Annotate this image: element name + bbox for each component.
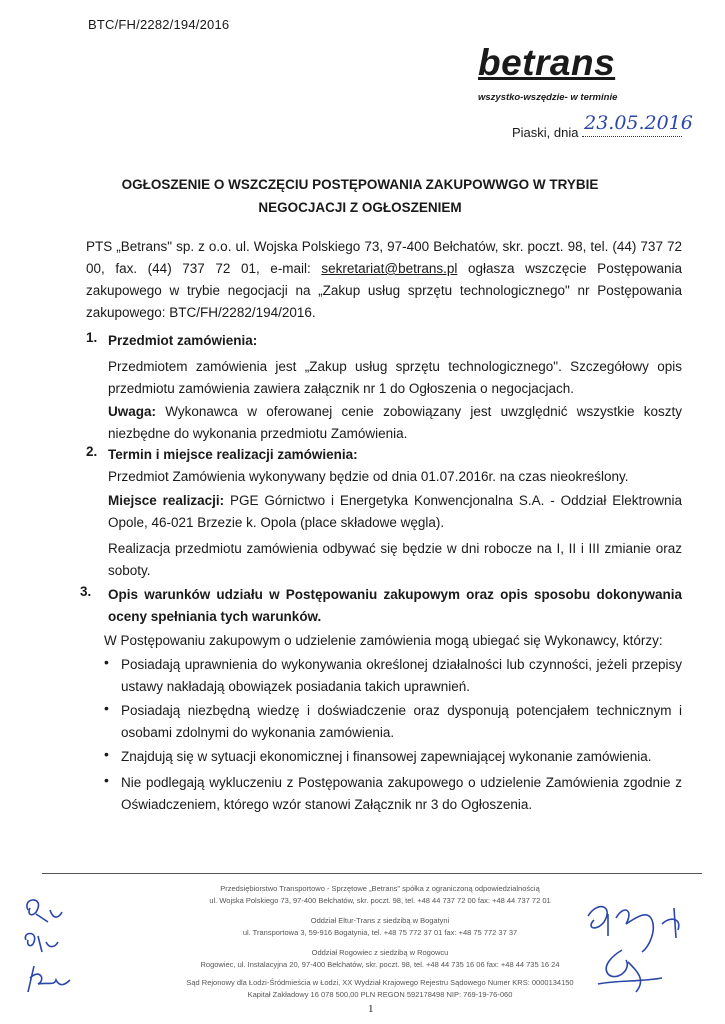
intro-paragraph [86, 236, 682, 324]
condition-item-4: Nie podlegają wykluczeniu z Postępowania zakupowego o udzielenie Zamówienia zgodnie z Oświadczeniem, którego wzór stanowi Załącznik nr 3 do Ogłoszenia. [121, 775, 682, 812]
footer-line-8: Kapitał Zakładowy 16 078 500,00 PLN REGON 592178498 NIP: 769-19-76-060 [247, 990, 513, 999]
section-2-location [108, 490, 682, 534]
note-label: Uwaga: [108, 404, 157, 419]
bullet-dot: • [104, 654, 109, 670]
document-title-line2: NEGOCJACJI Z OGŁOSZENIEM [258, 200, 462, 215]
footer-line-4: ul. Transportowa 3, 59-916 Bogatynia, tel. +48 75 772 37 01 fax: +48 75 772 37 37 [242, 928, 518, 937]
page-number: 1 [368, 1003, 374, 1015]
intro-email: sekretariat@betrans.pl [321, 261, 458, 276]
location-text: PGE Górnictwo i Energetyka Konwencjonalna S.A. - Oddział Elektrownia Opole, 46-021 Brzezie k. Opola (place składowe węgla). [108, 493, 682, 530]
footer-line-6: Rogowiec, ul. Instalacyjna 20, 97-400 Bełchatów, skr. poczt. 98, tel. +48 44 735 16 06 fax: +48 44 735 16 24 [200, 960, 560, 969]
footer-line-2: ul. Wojska Polskiego 73, 97-400 Bełchatów, skr. poczt. 98, tel. +48 44 737 72 00 fax: +48 44 737 72 01 [209, 896, 551, 905]
company-tagline: wszystko-wszędzie- w terminie [478, 92, 618, 103]
bullet-dot: • [104, 746, 109, 762]
company-logo: betrans [478, 42, 616, 83]
intro-text-a: PTS „Betrans" sp. z o.o. ul. Wojska Polskiego 73, 97-400 Bełchatów, skr. poczt. 98, tel. (44) 737 72 00, fax. (44) 737 72 01, e-mail: [86, 239, 682, 276]
date-field [582, 112, 693, 137]
section-2-number: 2. [86, 444, 98, 459]
section-3-paragraph: W Postępowaniu zakupowym o udzielenie zamówienia mogą ubiegać się Wykonawcy, którzy: [104, 633, 663, 648]
document-title-line1: OGŁOSZENIE O WSZCZĘCIU POSTĘPOWANIA ZAKUPOWWGO W TRYBIE [121, 177, 599, 192]
handwritten-initials-left [20, 896, 90, 1006]
location-label: Miejsce realizacji: [108, 493, 225, 508]
footer-line-1: Przedsiębiorstwo Transportowo - Sprzętowe „Betrans" spółka z ograniczoną odpowiedzialnością [220, 884, 540, 893]
section-1-title: Przedmiot zamówienia: [108, 333, 258, 348]
section-3-number: 3. [80, 584, 92, 599]
condition-item-3: Znajdują się w sytuacji ekonomicznej i finansowej zapewniającej wykonanie zamówienia. [121, 749, 652, 764]
handwritten-signature-right [578, 896, 708, 1006]
note-text: Wykonawca w oferowanej cenie zobowiązany jest uwzględnić wszystkie koszty niezbędne do wykonania przedmiotu Zamówienia. [108, 404, 682, 441]
bullet-dot: • [104, 700, 109, 716]
section-1-paragraph: Przedmiotem zamówienia jest „Zakup usług sprzętu technologicznego". Szczegółowy opis przedmiotu zamówienia zawiera załącznik nr 1 do Ogłoszenia o negocjacjach. [108, 359, 682, 396]
section-3-title: Opis warunków udziału w Postępowaniu zakupowym oraz opis sposobu dokonywania oceny spełniania tych warunków. [108, 587, 682, 624]
handwritten-date: 23.05.2016 [584, 112, 693, 134]
intro-text-b: ogłasza wszczęcie Postępowania zakupowego w trybie negocjacji na „Zakup usług sprzętu technologicznego" nr Postępowania zakupowego: BTC/FH/2282/194/2016. [86, 261, 682, 320]
section-2-title: Termin i miejsce realizacji zamówienia: [108, 447, 358, 462]
place-date [512, 112, 693, 140]
footer-line-7: Sąd Rejonowy dla Łodzi-Śródmieścia w Łodzi, XX Wydział Krajowego Rejestru Sądowego Numer KRS: 0000134150 [186, 978, 574, 987]
footer-line-5: Oddział Rogowiec z siedzibą w Rogowcu [311, 948, 449, 957]
footer-line-3: Oddział Eltur-Trans z siedzibą w Bogatyni [310, 916, 450, 925]
bullet-dot: • [104, 772, 109, 788]
condition-item-2: Posiadają niezbędną wiedzę i doświadczenie oraz dysponują potencjałem technicznym i osobami zdolnymi do wykonania zamówienia. [121, 703, 682, 740]
place-label: Piaski, dnia [512, 125, 579, 140]
section-1-note [108, 401, 682, 445]
reference-number: BTC/FH/2282/194/2016 [88, 17, 230, 32]
condition-item-1: Posiadają uprawnienia do wykonywania określonej działalności lub czynności, jeżeli przepisy ustawy nakładają obowiązek posiadania takich uprawnień. [121, 657, 682, 694]
section-2-schedule: Realizacja przedmiotu zamówienia odbywać się będzie w dni robocze na I, II i III zmianie oraz soboty. [108, 541, 682, 578]
section-1-number: 1. [86, 330, 98, 345]
footer-divider [42, 873, 702, 874]
section-2-paragraph: Przedmiot Zamówienia wykonywany będzie od dnia 01.07.2016r. na czas nieokreślony. [108, 469, 629, 484]
